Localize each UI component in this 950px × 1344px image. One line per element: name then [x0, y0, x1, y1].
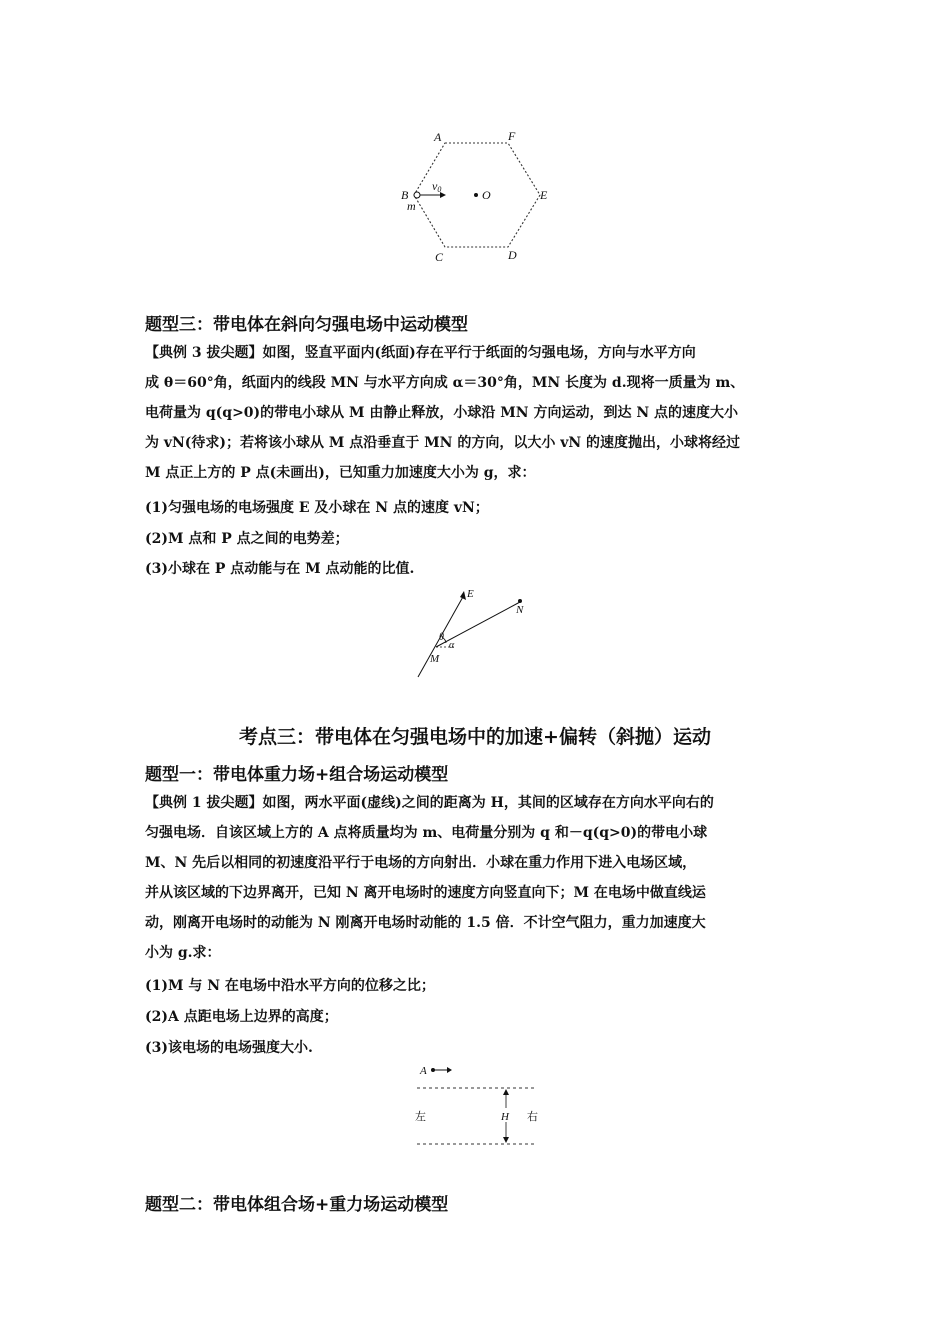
example-3-line: 电荷量为 q(q>0)的带电小球从 M 由静止释放，小球沿 MN 方向运动，到达 N 点的速度大小 — [145, 405, 739, 421]
label-f: F — [508, 129, 516, 143]
hexagon-figure — [390, 125, 570, 265]
example-1-text — [145, 788, 809, 968]
label-d: D — [508, 248, 517, 262]
label-a: A — [434, 130, 442, 144]
ball-m — [414, 192, 420, 198]
section-heading-type-1: 题型一：带电体重力场+组合场运动模型 — [145, 765, 449, 785]
height-arrow-top — [503, 1089, 509, 1095]
field-arrowhead — [460, 591, 466, 600]
question-3-1: (1)匀强电场的电场强度 E 及小球在 N 点的速度 vN； — [145, 500, 489, 516]
field-region-figure — [405, 1058, 545, 1153]
label-alpha: α — [449, 640, 455, 651]
section-heading-type-2: 题型二：带电体组合场+重力场运动模型 — [145, 1195, 449, 1215]
point-n — [518, 599, 522, 603]
center-point-o — [474, 193, 478, 197]
example-1-line: M、N 先后以相同的初速度沿平行于电场的方向射出．小球在重力作用下进入电场区域， — [145, 855, 697, 871]
example-3-text — [145, 338, 809, 488]
question-3-2: (2)M 点和 P 点之间的电势差； — [145, 531, 349, 547]
question-1-2: (2)A 点距电场上边界的高度； — [145, 1009, 338, 1025]
kaodian-3-title: 考点三：带电体在匀强电场中的加速+偏转（斜抛）运动 — [239, 726, 711, 748]
label-b: B — [401, 188, 409, 202]
example-1-line: 匀强电场．自该区域上方的 A 点将质量均为 m、电荷量分别为 q 和－q(q>0)的带电小球 — [145, 825, 708, 841]
label-a: A — [420, 1065, 427, 1077]
label-v0: v0 — [432, 179, 442, 194]
label-e: E — [540, 188, 548, 202]
label-c: C — [435, 250, 444, 264]
label-n: N — [516, 604, 524, 616]
label-o: O — [482, 188, 491, 202]
label-h: H — [501, 1111, 509, 1123]
section-heading-type-3: 题型三：带电体在斜向匀强电场中运动模型 — [145, 315, 468, 335]
example-3-line: 成 θ＝60°角，纸面内的线段 MN 与水平方向成 α＝30°角，MN 长度为 d.现将一质量为 m、 — [145, 375, 745, 391]
label-right: 右 — [527, 1110, 538, 1123]
label-theta: θ — [439, 632, 444, 643]
example-1-line: 并从该区域的下边界离开，已知 N 离开电场时的速度方向竖直向下；M 在电场中做直线运 — [145, 885, 706, 901]
example-1-line: 【典例 1 拔尖题】如图，两水平面(虚线)之间的距离为 H，其间的区域存在方向水平向右的 — [145, 795, 714, 811]
example-1-line: 小为 g.求： — [145, 945, 221, 961]
label-m: m — [407, 199, 416, 213]
field-direction-figure — [410, 585, 540, 685]
question-3-3: (3)小球在 P 点动能与在 M 点动能的比值. — [145, 561, 415, 577]
height-arrow-bottom — [503, 1137, 509, 1143]
example-3-line: 为 vN(待求)；若将该小球从 M 点沿垂直于 MN 的方向，以大小 vN 的速度抛出，小球将经过 — [145, 435, 741, 451]
example-1-line: 动，刚离开电场时的动能为 N 刚离开电场时动能的 1.5 倍．不计空气阻力，重力加速度大 — [145, 915, 706, 931]
question-1-1: (1)M 与 N 在电场中沿水平方向的位移之比； — [145, 978, 435, 994]
label-m: M — [430, 653, 440, 665]
label-e: E — [467, 588, 474, 600]
question-1-3: (3)该电场的电场强度大小. — [145, 1040, 313, 1056]
initial-velocity-arrowhead — [447, 1067, 452, 1073]
label-left: 左 — [415, 1110, 426, 1123]
example-3-line: M 点正上方的 P 点(未画出)，已知重力加速度大小为 g，求： — [145, 465, 536, 481]
example-3-line: 【典例 3 拔尖题】如图，竖直平面内(纸面)存在平行于纸面的匀强电场，方向与水平方向 — [145, 345, 696, 361]
